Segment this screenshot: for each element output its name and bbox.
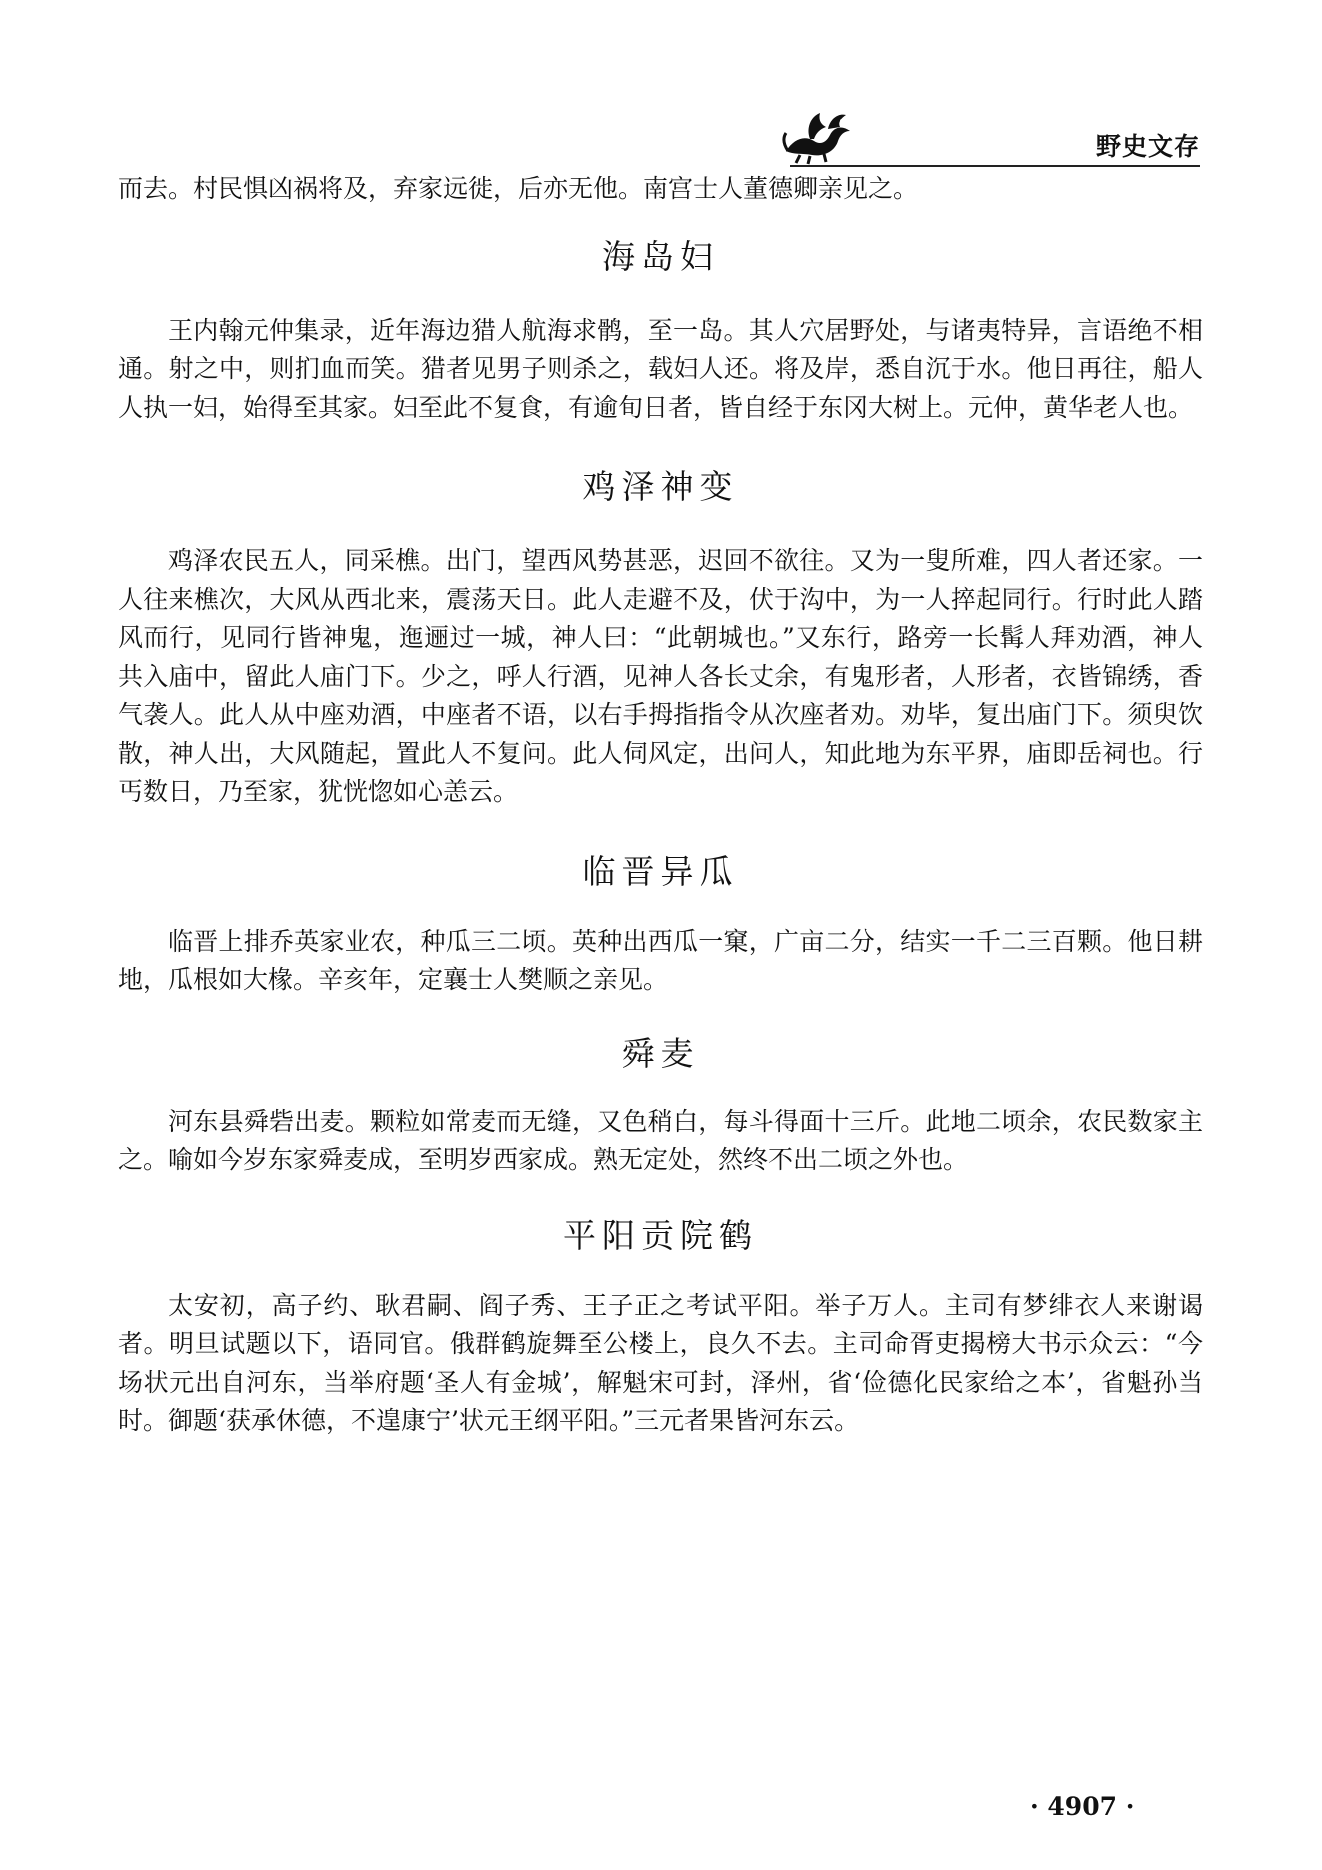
header-rule <box>790 165 1200 167</box>
book-title: 野史文存 <box>1095 132 1200 161</box>
section-text-shunmai: 河东县舜砦出麦。颗粒如常麦而无缝，又色稍白，每斗得面十三斤。此地二顷余，农民数家主之。喻如今岁东家舜麦成，至明岁西家成。熟无定处，然终不出二顷之外也。 <box>118 1106 1203 1174</box>
continuation-paragraph: 而去。村民惧凶祸将及，弃家远徙，后亦无他。南宫士人董德卿亲见之。 <box>118 174 919 203</box>
section-title-pingyang: 平阳贡院鹤 <box>563 1215 758 1255</box>
section-title-linjin: 临晋异瓜 <box>582 851 739 891</box>
section-title-jize: 鸡泽神变 <box>582 467 739 506</box>
page-body <box>118 170 1203 1441</box>
section-text-haidao: 王内翰元仲集录，近年海边猎人航海求鹘，至一岛。其人穴居野处，与诸夷特异，言语绝不相通。射之中，则扪血而笑。猎者见男子则杀之，载妇人还。将及岸，悉自沉于水。他日再往，船人人执一妇，始得至其家。妇至此不复食，有逾旬日者，皆自经于东冈大树上。元仲，黄华老人也。 <box>118 315 1203 422</box>
page-header <box>780 105 1200 175</box>
section-title-shunmai: 舜麦 <box>621 1033 700 1073</box>
section-text-linjin: 临晋上排乔英家业农，种瓜三二顷。英种出西瓜一窠，广亩二分，结实一千二三百颗。他日耕地，瓜根如大椽。辛亥年，定襄士人樊顺之亲见。 <box>118 926 1203 994</box>
section-text-jize: 鸡泽农民五人，同采樵。出门，望西风势甚恶，迟回不欲往。又为一叟所难，四人者还家。一人往来樵次，大风从西北来，震荡天日。此人走避不及，伏于沟中，为一人捽起同行。行时此人踏风而行，见同行皆神鬼，迤逦过一城，神人曰：“此朝城也。”又东行，路旁一长髯人拜劝酒，神人共入庙中，留此人庙门下。少之，呼人行酒，见神人各长丈余，有鬼形者，人形者，衣皆锦绣，香气袭人。此人从中座劝酒，中座者不语，以右手拇指指令从次座者劝。劝毕，复出庙门下。须臾饮散，神人出，大风随起，置此人不复问。此人伺风定，出问人，知此地为东平界，庙即岳祠也。行丐数日，乃至家，犹恍惚如心恙云。 <box>118 546 1203 806</box>
section-title-haidao: 海岛妇 <box>602 236 719 276</box>
section-text-pingyang: 太安初，高子约、耿君嗣、阎子秀、王子正之考试平阳。举子万人。主司有梦绯衣人来谢谒者。明旦试题以下，语同官。俄群鹤旋舞至公楼上，良久不去。主司命胥吏揭榜大书示众云：“今场状元出自河东，当举府题‘圣人有金城’，解魁宋可封，泽州，省‘俭德化民家给之本’，省魁孙当时。御题‘获承休德，不遑康宁’状元王纲平阳。”三元者果皆河东云。 <box>118 1290 1203 1435</box>
page-number: · 4907 · <box>1030 1792 1135 1821</box>
dragon-emblem-icon <box>780 105 856 167</box>
